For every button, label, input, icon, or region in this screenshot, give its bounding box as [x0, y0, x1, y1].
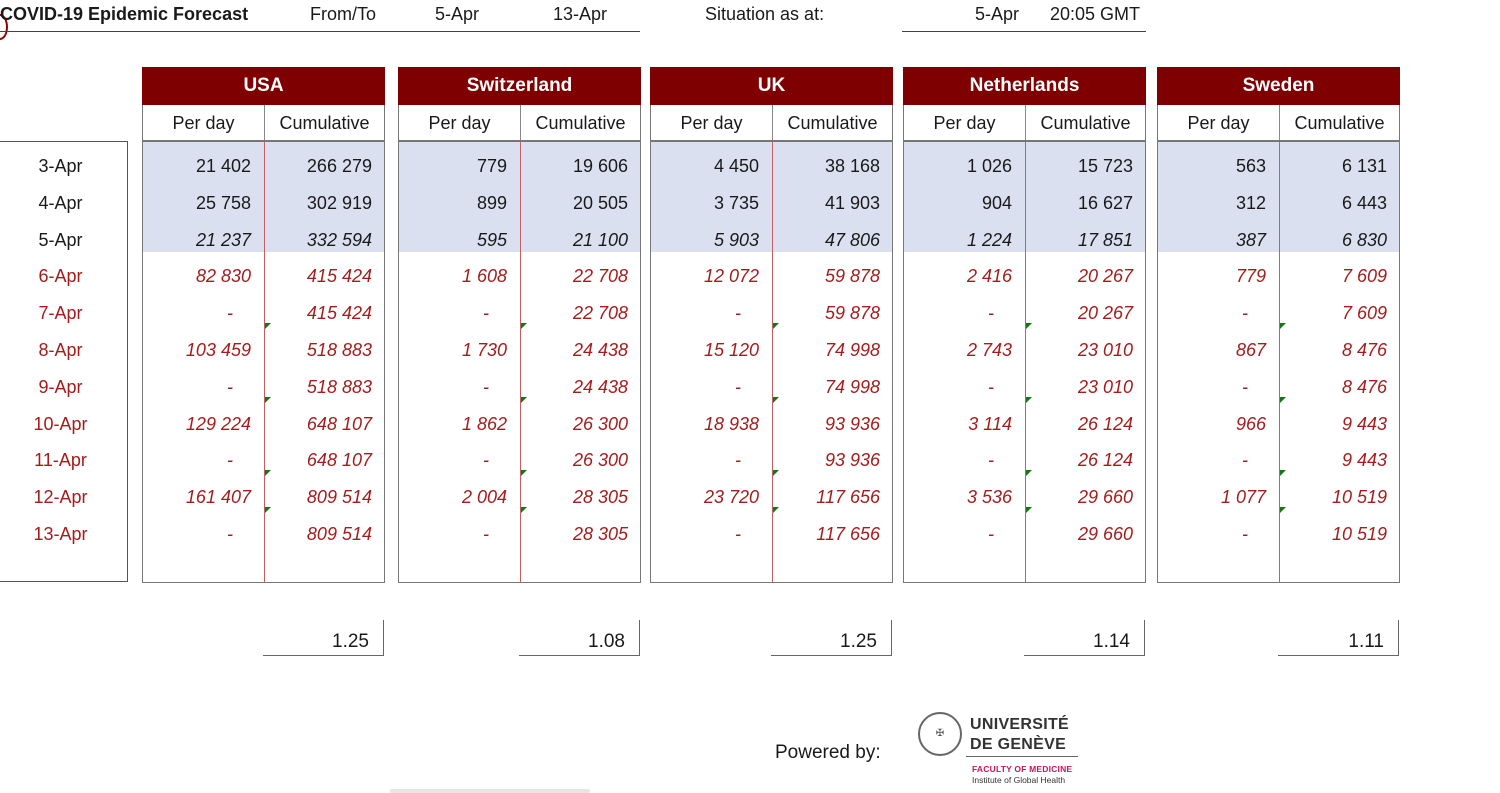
per-day-cell[interactable]: 966 [1235, 413, 1266, 434]
cumulative-cell[interactable]: 24 438 [572, 376, 628, 397]
cumulative-cell[interactable]: 24 438 [572, 340, 628, 360]
powered-by-label: Powered by: [775, 742, 881, 763]
cumulative-header[interactable]: Cumulative [787, 113, 878, 133]
per-day-cell[interactable]: 3 536 [966, 487, 1012, 508]
growth-ratio-cell[interactable]: 1.25 [771, 620, 892, 656]
cumulative-cell[interactable]: 28 305 [572, 487, 628, 508]
per-day-cell[interactable]: 867 [1235, 340, 1266, 360]
cumulative-cell[interactable]: 26 124 [1077, 450, 1133, 471]
per-day-header[interactable]: Per day [933, 113, 996, 133]
cumulative-cell[interactable]: 117 656 [816, 487, 880, 508]
page-title: COVID-19 Epidemic Forecast [0, 4, 249, 24]
date-label: 10-Apr [33, 413, 88, 434]
per-day-cell[interactable]: 18 938 [703, 413, 759, 434]
situation-label: Situation as at: [705, 4, 825, 24]
data-body [398, 141, 641, 583]
cumulative-cell[interactable]: 415 424 [306, 266, 372, 287]
per-day-cell[interactable]: - [1242, 524, 1248, 544]
per-day-cell[interactable]: 1 862 [461, 413, 507, 434]
growth-ratio-cell[interactable]: 1.08 [519, 620, 640, 656]
per-day-cell[interactable]: 595 [476, 229, 507, 250]
cumulative-cell[interactable]: 29 660 [1077, 487, 1133, 508]
data-body [903, 141, 1146, 583]
horizontal-scrollbar[interactable] [390, 789, 590, 793]
per-day-cell[interactable]: - [483, 450, 489, 471]
logo-institute: Institute of Global Health [972, 775, 1066, 785]
per-day-header[interactable]: Per day [1187, 113, 1250, 133]
cumulative-cell[interactable]: 8 476 [1341, 376, 1387, 397]
cumulative-cell[interactable]: 518 883 [306, 376, 372, 397]
per-day-cell[interactable]: 161 407 [185, 487, 251, 508]
cumulative-cell[interactable]: 21 100 [572, 229, 628, 250]
cumulative-cell[interactable]: 20 505 [572, 192, 628, 213]
per-day-cell[interactable]: 129 224 [185, 413, 251, 434]
cumulative-header[interactable]: Cumulative [279, 113, 370, 133]
logo-line2: DE GENÈVE [970, 736, 1067, 753]
cumulative-cell[interactable]: 74 998 [824, 340, 880, 360]
cumulative-cell[interactable]: 59 878 [824, 303, 880, 324]
per-day-cell[interactable]: - [988, 376, 994, 397]
comment-marker-icon[interactable] [521, 397, 527, 403]
country-header[interactable]: Netherlands [903, 67, 1146, 105]
per-day-cell[interactable]: - [227, 524, 233, 544]
date-label: 3-Apr [38, 156, 83, 176]
country-header[interactable]: Switzerland [398, 67, 641, 105]
data-body [650, 141, 893, 583]
cumulative-cell[interactable]: 415 424 [306, 303, 372, 324]
country-header[interactable]: USA [142, 67, 385, 105]
per-day-cell[interactable]: - [988, 524, 994, 544]
cumulative-cell[interactable]: 74 998 [824, 376, 880, 397]
per-day-cell[interactable]: 1 026 [966, 156, 1012, 176]
country-header[interactable]: UK [650, 67, 893, 105]
data-body [142, 141, 385, 583]
cumulative-cell[interactable]: 6 131 [1341, 156, 1387, 176]
comment-marker-icon[interactable] [773, 507, 779, 513]
growth-ratio-cell[interactable]: 1.11 [1278, 620, 1399, 656]
country-header[interactable]: Sweden [1157, 67, 1400, 105]
cumulative-cell[interactable]: 302 919 [306, 192, 372, 213]
cumulative-cell[interactable]: 47 806 [824, 229, 880, 250]
cumulative-cell[interactable]: 41 903 [824, 192, 880, 213]
per-day-cell[interactable]: 1 608 [461, 266, 507, 287]
comment-marker-icon[interactable] [1026, 470, 1032, 476]
logo-line1: UNIVERSITÉ [970, 716, 1070, 733]
cumulative-cell[interactable]: 6 830 [1341, 229, 1387, 250]
per-day-cell[interactable]: - [988, 303, 994, 324]
country-table-usa [142, 67, 385, 583]
per-day-cell[interactable]: 2 004 [461, 487, 507, 508]
date-label: 4-Apr [38, 192, 83, 213]
per-day-cell[interactable]: - [735, 376, 741, 397]
date-label: 9-Apr [38, 376, 83, 397]
comment-marker-icon[interactable] [521, 470, 527, 476]
cumulative-cell[interactable]: 93 936 [824, 450, 880, 471]
date-label: 7-Apr [38, 303, 83, 324]
cumulative-cell[interactable]: 28 305 [572, 524, 628, 544]
date-label: 8-Apr [38, 340, 83, 360]
per-day-cell[interactable]: 82 830 [195, 266, 251, 287]
per-day-cell[interactable]: - [227, 303, 233, 324]
cumulative-cell[interactable]: 117 656 [816, 524, 880, 544]
per-day-cell[interactable]: - [483, 303, 489, 324]
situation-time: 20:05 GMT [1050, 4, 1141, 24]
cumulative-cell[interactable]: 9 443 [1341, 413, 1387, 434]
situation-underline [902, 31, 1146, 32]
comment-marker-icon[interactable] [1026, 507, 1032, 513]
per-day-cell[interactable]: - [988, 450, 994, 471]
data-body [1157, 141, 1400, 583]
comment-marker-icon[interactable] [1026, 397, 1032, 403]
cumulative-cell[interactable]: 59 878 [824, 266, 880, 287]
cumulative-cell[interactable]: 518 883 [306, 340, 372, 360]
header-underline [0, 31, 640, 32]
per-day-cell[interactable]: - [483, 376, 489, 397]
per-day-header[interactable]: Per day [172, 113, 235, 133]
cumulative-header[interactable]: Cumulative [1294, 113, 1385, 133]
comment-marker-icon[interactable] [265, 507, 271, 513]
per-day-cell[interactable]: - [227, 450, 233, 471]
cumulative-cell[interactable]: 29 660 [1077, 524, 1133, 544]
cumulative-cell[interactable]: 19 606 [572, 156, 628, 176]
comment-marker-icon[interactable] [265, 323, 271, 329]
per-day-cell[interactable]: 5 903 [713, 229, 759, 250]
per-day-cell[interactable]: 563 [1235, 156, 1266, 176]
cumulative-cell[interactable]: 10 519 [1331, 524, 1387, 544]
logo-faculty: FACULTY OF MEDICINE [972, 764, 1073, 774]
cumulative-cell[interactable]: 38 168 [824, 156, 880, 176]
per-day-cell[interactable]: - [483, 524, 489, 544]
comment-marker-icon[interactable] [265, 470, 271, 476]
per-day-cell[interactable]: - [735, 524, 741, 544]
country-table-netherlands [903, 67, 1146, 583]
comment-marker-icon[interactable] [1026, 323, 1032, 329]
growth-ratio-cell[interactable]: 1.25 [263, 620, 384, 656]
cumulative-cell[interactable]: 7 609 [1341, 266, 1387, 287]
cumulative-cell[interactable]: 15 723 [1077, 156, 1133, 176]
per-day-cell[interactable]: 3 735 [713, 192, 759, 213]
per-day-cell[interactable]: 15 120 [703, 340, 759, 360]
date-label: 6-Apr [38, 266, 83, 287]
comment-marker-icon[interactable] [265, 397, 271, 403]
cumulative-cell[interactable]: 20 267 [1077, 303, 1133, 324]
comment-marker-icon[interactable] [1280, 397, 1286, 403]
comment-marker-icon[interactable] [521, 507, 527, 513]
per-day-cell[interactable]: - [1242, 376, 1248, 397]
column-header-row [1157, 105, 1400, 141]
cumulative-cell[interactable]: 809 514 [306, 524, 372, 544]
per-day-cell[interactable]: 904 [981, 192, 1012, 213]
cumulative-header[interactable]: Cumulative [1040, 113, 1131, 133]
cumulative-cell[interactable]: 26 124 [1077, 413, 1133, 434]
from-to-label: From/To [310, 4, 377, 24]
cumulative-cell[interactable]: 809 514 [306, 487, 372, 508]
per-day-cell[interactable]: 312 [1235, 192, 1266, 213]
per-day-cell[interactable]: - [1242, 303, 1248, 324]
cumulative-cell[interactable]: 648 107 [306, 413, 372, 434]
cumulative-cell[interactable]: 6 443 [1341, 192, 1387, 213]
per-day-cell[interactable]: 4 450 [713, 156, 759, 176]
cumulative-cell[interactable]: 23 010 [1077, 340, 1133, 360]
date-label: 5-Apr [38, 229, 83, 250]
logo-divider [966, 756, 1078, 757]
column-header-row [903, 105, 1146, 141]
cumulative-cell[interactable]: 26 300 [572, 450, 628, 471]
per-day-header[interactable]: Per day [428, 113, 491, 133]
situation-date: 5-Apr [975, 4, 1020, 24]
cumulative-cell[interactable]: 22 708 [572, 266, 628, 287]
country-table-switzerland [398, 67, 641, 583]
per-day-cell[interactable]: 25 758 [195, 192, 251, 213]
comment-marker-icon[interactable] [773, 323, 779, 329]
per-day-cell[interactable]: 103 459 [185, 340, 251, 360]
date-column [0, 141, 128, 582]
per-day-cell[interactable]: 779 [476, 156, 507, 176]
per-day-cell[interactable]: 21 402 [195, 156, 251, 176]
cumulative-cell[interactable]: 332 594 [306, 229, 372, 250]
per-day-cell[interactable]: 899 [476, 192, 507, 213]
per-day-cell[interactable]: 387 [1235, 229, 1266, 250]
cumulative-cell[interactable]: 266 279 [306, 156, 372, 176]
column-header-row [142, 105, 385, 141]
per-day-cell[interactable]: 21 237 [195, 229, 251, 250]
per-day-cell[interactable]: 1 224 [966, 229, 1012, 250]
cumulative-cell[interactable]: 23 010 [1077, 376, 1133, 397]
unige-logo [918, 712, 1088, 792]
per-day-cell[interactable]: 12 072 [703, 266, 759, 287]
cumulative-cell[interactable]: 7 609 [1341, 303, 1387, 324]
per-day-cell[interactable]: 779 [1235, 266, 1266, 287]
per-day-header[interactable]: Per day [680, 113, 743, 133]
per-day-cell[interactable]: 2 743 [966, 340, 1012, 360]
per-day-cell[interactable]: - [227, 376, 233, 397]
comment-marker-icon[interactable] [773, 470, 779, 476]
comment-marker-icon[interactable] [1280, 507, 1286, 513]
cumulative-cell[interactable]: 20 267 [1077, 266, 1133, 287]
cumulative-cell[interactable]: 93 936 [824, 413, 880, 434]
cumulative-cell[interactable]: 10 519 [1331, 487, 1387, 508]
growth-ratio-cell[interactable]: 1.14 [1024, 620, 1145, 656]
cumulative-cell[interactable]: 648 107 [306, 450, 372, 471]
per-day-cell[interactable]: 1 077 [1220, 487, 1266, 508]
cumulative-cell[interactable]: 26 300 [572, 413, 628, 434]
date-label: 12-Apr [33, 487, 88, 508]
date-label: 11-Apr [34, 450, 87, 471]
per-day-cell[interactable]: 23 720 [703, 487, 759, 508]
comment-marker-icon[interactable] [773, 397, 779, 403]
cumulative-cell[interactable]: 9 443 [1341, 450, 1387, 471]
university-seal-icon: ✠ [918, 712, 962, 756]
date-label: 13-Apr [33, 524, 88, 544]
country-table-sweden [1157, 67, 1400, 583]
per-day-cell[interactable]: 3 114 [968, 413, 1012, 434]
cumulative-cell[interactable]: 22 708 [572, 303, 628, 324]
per-day-cell[interactable]: - [735, 450, 741, 471]
cumulative-header[interactable]: Cumulative [535, 113, 626, 133]
to-date[interactable]: 13-Apr [553, 4, 608, 24]
per-day-cell[interactable]: - [735, 303, 741, 324]
cumulative-cell[interactable]: 16 627 [1077, 192, 1133, 213]
comment-marker-icon[interactable] [1280, 323, 1286, 329]
comment-marker-icon[interactable] [521, 323, 527, 329]
comment-marker-icon[interactable] [1280, 470, 1286, 476]
country-table-uk [650, 67, 893, 583]
cumulative-cell[interactable]: 17 851 [1077, 229, 1133, 250]
cumulative-cell[interactable]: 8 476 [1341, 340, 1387, 360]
column-header-row [398, 105, 641, 141]
per-day-cell[interactable]: 2 416 [966, 266, 1012, 287]
per-day-cell[interactable]: - [1242, 450, 1248, 471]
from-date[interactable]: 5-Apr [435, 4, 480, 24]
column-header-row [650, 105, 893, 141]
per-day-cell[interactable]: 1 730 [461, 340, 507, 360]
